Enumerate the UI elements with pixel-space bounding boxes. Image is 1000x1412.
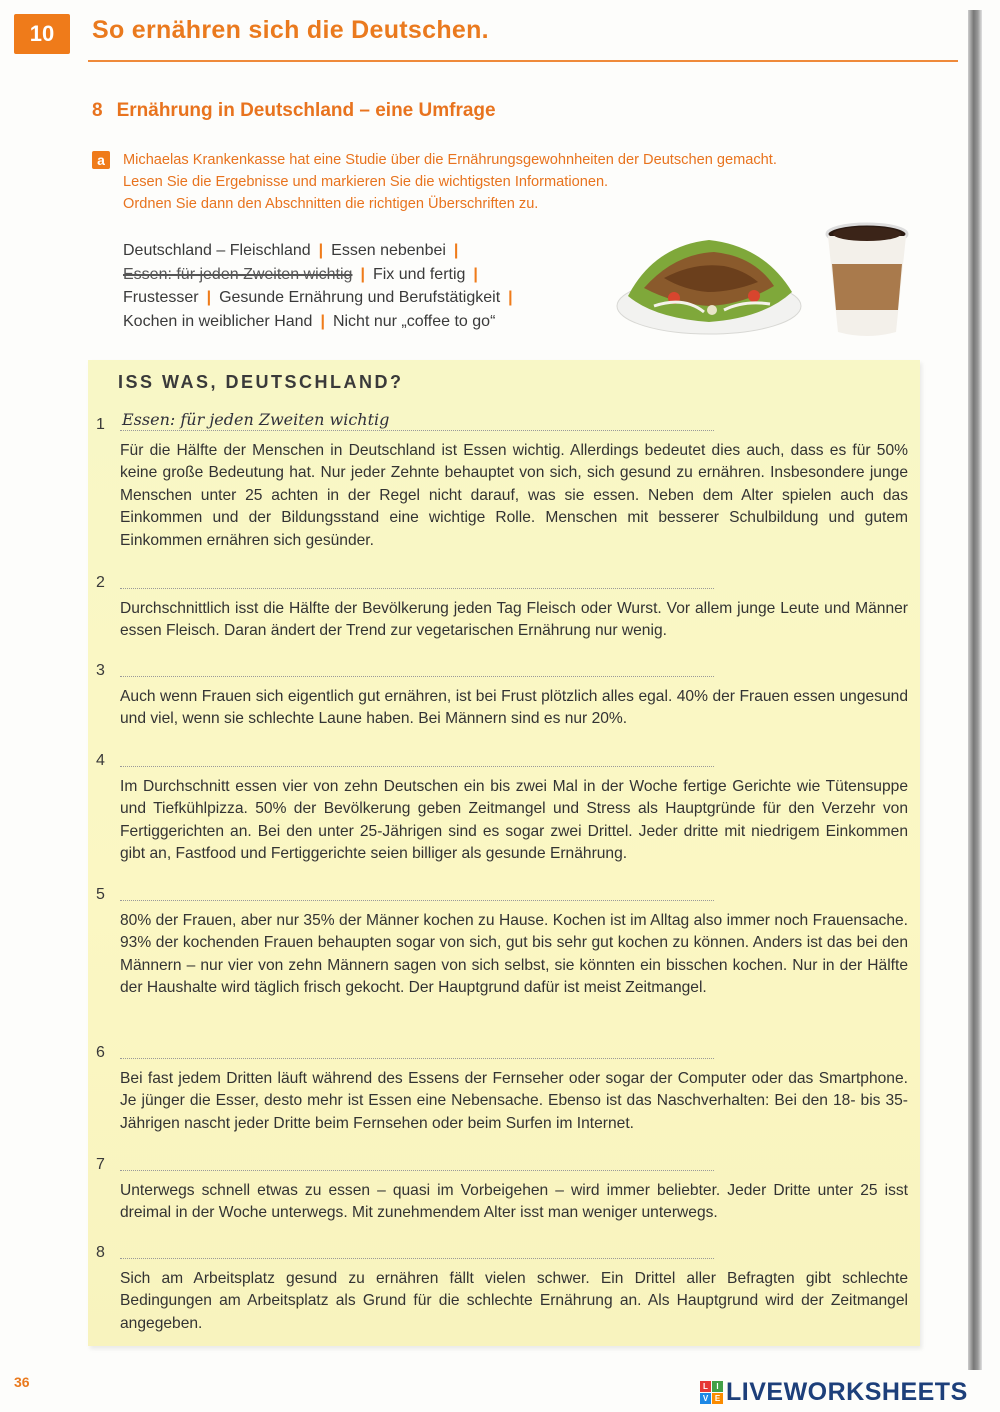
separator: | — [320, 312, 325, 330]
section-number: 1 — [96, 416, 105, 433]
heading-option[interactable]: Gesunde Ernährung und Berufstätigkeit — [219, 289, 501, 306]
separator: | — [206, 289, 212, 306]
food-photo — [614, 226, 804, 338]
separator: | — [318, 242, 324, 259]
chapter-title: So ernähren sich die Deutschen. — [92, 16, 489, 44]
brand-name: LIVEWORKSHEETS — [726, 1378, 968, 1406]
separator: | — [453, 242, 459, 259]
section-title-text: Ernährung in Deutschland – eine Umfrage — [116, 100, 496, 121]
section-text: Durchschnittlich isst die Hälfte der Bevölkerung jeden Tag Fleisch oder Wurst. Vor allem junge Leute und Männer essen Fleisch. Daran ändert der Trend zur vegetarischen Ernährung nur wenig. — [120, 600, 908, 640]
task-letter-badge: a — [92, 151, 110, 169]
task-instructions — [123, 149, 923, 215]
instruction-line: Lesen Sie die Ergebnisse und markieren Sie die wichtigsten Informationen. — [123, 174, 609, 190]
heading-option[interactable]: Frustesser — [123, 289, 199, 306]
answer-blank[interactable] — [120, 766, 714, 767]
unit-number-badge: 10 — [14, 14, 70, 54]
section-text: Im Durchschnitt essen vier von zehn Deutschen ein bis zwei Mal in der Woche fertige Gerichte wie Tütensuppe und Tiefkühlpizza. 50% der Bevölkerung geben Zeitmangel und Stress als Hauptgründe für den Verzehr von Fertiggerichten an. Bei den unter 25-Jährigen sind es sogar zwei Drittel. Jeder dritte mit niedrigem Einkommen gibt an, Fastfood und Fertiggerichte seien billiger als gesunde Ernährung. — [120, 778, 908, 863]
header-divider — [88, 60, 958, 62]
instruction-line: Ordnen Sie dann den Abschnitten die richtigen Überschriften zu. — [123, 196, 539, 212]
answer-blank[interactable] — [120, 900, 714, 901]
section-number: 7 — [96, 1156, 105, 1173]
answer-blank[interactable] — [120, 430, 714, 431]
separator: | — [508, 289, 513, 306]
section-text: Sich am Arbeitsplatz gesund zu ernähren fällt vielen schwer. Ein Drittel aller Befragten gibt schlechte Bedingungen am Arbeitsplatz als Grund für die schlechte Ernährung an. Als Hauptgrund wird der Zeitmangel angegeben. — [120, 1270, 908, 1332]
logo-letter: L — [700, 1381, 711, 1392]
section-number: 4 — [96, 752, 105, 769]
separator: | — [360, 265, 365, 283]
logo-letter: I — [712, 1381, 723, 1392]
liveworksheets-logo[interactable] — [700, 1378, 968, 1407]
heading-option-used: Essen: für jeden Zweiten wichtig — [123, 265, 353, 283]
section-text: Für die Hälfte der Menschen in Deutschland ist Essen wichtig. Allerdings bedeutet dies auch, dass es für 50% keine große Bedeutung hat. Nur jeder Zehnte behauptet von sich, sich gesund zu ernähren. Insbesondere junge Menschen unter 25 achten in der Regel nicht darauf, was sie essen. Neben dem Alter spielen auch das Einkommen und der Bildungsstand eine wichtige Rolle. Menschen mit besserer Schulbildung und gutem Einkommen ernähren sich gesünder. — [120, 442, 908, 549]
article-title: ISS WAS, DEUTSCHLAND? — [118, 372, 404, 392]
section-number: 5 — [96, 886, 105, 903]
section-number: 2 — [96, 574, 105, 591]
section-number: 8 — [92, 100, 103, 121]
answer-blank[interactable] — [120, 1058, 714, 1059]
section-text: Bei fast jedem Dritten läuft während des Essens der Fernseher oder sogar der Computer oder das Smartphone. Je jünger die Esser, desto mehr ist Essen eine Nebensache. Ebenso ist das Naschverhalten: Bei den 18- bis 35-Jährigen nascht jeder Dritte beim Fernsehen oder beim Surfen im Internet. — [120, 1070, 908, 1132]
answer-blank[interactable] — [120, 1258, 714, 1259]
heading-option[interactable]: Fix und fertig — [372, 265, 466, 283]
instruction-line: Michaelas Krankenkasse hat eine Studie über die Ernährungsgewohnheiten der Deutschen gemacht. — [123, 152, 777, 168]
logo-letter: E — [712, 1393, 723, 1404]
answer-blank[interactable] — [120, 676, 714, 677]
handwritten-answer: Essen: für jeden Zweiten wichtig — [122, 410, 390, 429]
coffee-cup-photo — [822, 220, 912, 340]
section-number: 6 — [96, 1044, 105, 1061]
section-number: 8 — [96, 1244, 105, 1261]
logo-icon — [700, 1381, 723, 1404]
section-text: Auch wenn Frauen sich eigentlich gut ernähren, ist bei Frust plötzlich alles egal. 40% der Frauen essen ungesund und viel, wenn sie schlechte Laune haben. Bei Männern sind es nur 20%. — [120, 688, 908, 728]
heading-option[interactable]: Nicht nur „coffee to go“ — [332, 312, 496, 330]
page-binding-edge — [968, 10, 982, 1370]
article-panel — [88, 360, 920, 1346]
section-number: 3 — [96, 662, 105, 679]
section-text: Unterwegs schnell etwas zu essen – quasi im Vorbeigehen – wird immer beliebter. Jeder Dritte unter 25 isst dreimal in der Woche unterwegs. Mit zunehmendem Alter isst man weniger unterwegs. — [120, 1182, 908, 1222]
section-title — [92, 100, 496, 122]
page-number: 36 — [14, 1374, 30, 1390]
heading-options — [123, 239, 521, 333]
answer-blank[interactable] — [120, 1170, 714, 1171]
section-text: 80% der Frauen, aber nur 35% der Männer kochen zu Hause. Kochen ist im Alltag also immer noch Frauensache. 93% der kochenden Frauen behaupten sogar von sich, gut bis sehr gut kochen zu können. Anders ist das bei den Männern – nur vier von zehn Männern sagen von sich selbst, sie könnten ein bisschen kochen. Nur in der Hälfte der Haushalte wird täglich frisch gekocht. Der Hauptgrund dafür ist meist Zeitmangel. — [120, 912, 908, 997]
heading-option[interactable]: Deutschland – Fleischland — [123, 242, 311, 259]
heading-option[interactable]: Essen nebenbei — [331, 242, 446, 259]
separator: | — [473, 265, 478, 283]
logo-letter: V — [700, 1393, 711, 1404]
answer-blank[interactable] — [120, 588, 714, 589]
heading-option[interactable]: Kochen in weiblicher Hand — [123, 312, 313, 330]
